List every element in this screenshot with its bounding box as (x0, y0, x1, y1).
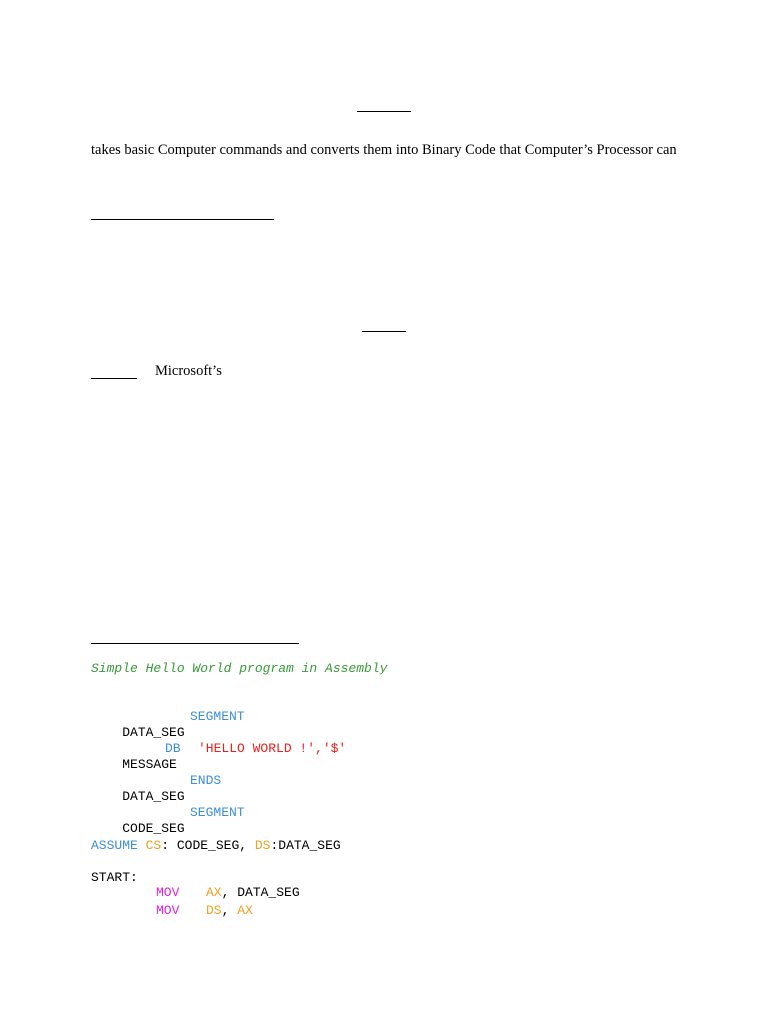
code-text: : CODE_SEG, (161, 838, 255, 853)
code-label: CODE_SEG (122, 821, 185, 836)
heading-underline (357, 111, 411, 112)
code-label: DATA_SEG (122, 725, 185, 740)
code-text: , DATA_SEG (221, 885, 300, 900)
blank-underline (91, 378, 137, 379)
code-register: DS (254, 838, 271, 853)
code-keyword: ENDS (190, 773, 222, 788)
code-label: START: (91, 870, 138, 885)
code-label: MESSAGE (122, 757, 177, 772)
code-register: CS (145, 838, 162, 853)
code-line-mov1 (206, 885, 300, 901)
code-directive: DB (165, 741, 181, 756)
code-comment: Simple Hello World program in Assembly (91, 661, 388, 676)
code-register: AX (237, 903, 253, 918)
paragraph-text: Microsoft’s (155, 363, 222, 379)
code-label: DATA_SEG (122, 789, 185, 804)
paragraph-text: takes basic Computer commands and converts them into Binary Code that Computer’s Processor can (91, 142, 677, 158)
code-instruction: MOV (156, 885, 180, 900)
code-keyword: SEGMENT (190, 709, 245, 724)
code-keyword: ASSUME (91, 838, 138, 853)
blank-underline (91, 643, 299, 644)
code-keyword: SEGMENT (190, 805, 245, 820)
code-text: :DATA_SEG (270, 838, 341, 853)
code-line-mov2 (206, 903, 253, 919)
code-register: AX (206, 885, 222, 900)
blank-underline (91, 219, 274, 220)
code-line-assume (91, 838, 341, 854)
code-register: DS (206, 903, 222, 918)
code-text: , (221, 903, 238, 918)
code-instruction: MOV (156, 903, 180, 918)
heading-underline (362, 331, 406, 332)
code-string: 'HELLO WORLD !','$' (198, 741, 347, 756)
